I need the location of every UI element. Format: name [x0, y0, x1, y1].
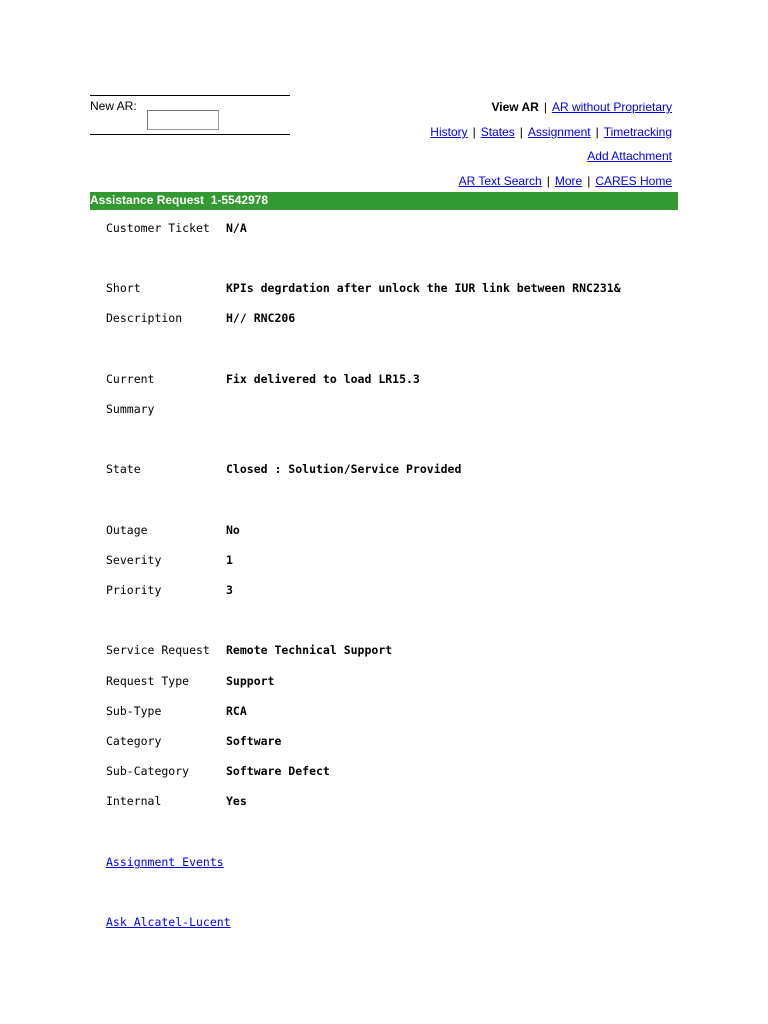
divider-bottom [90, 134, 290, 135]
nav-separator: | [472, 125, 476, 139]
ar-without-proprietary-link[interactable]: AR without Proprietary [551, 100, 672, 114]
priority-row [106, 583, 233, 597]
new-ar-box [90, 95, 290, 135]
new-ar-input[interactable] [147, 110, 219, 130]
nav-separator: | [519, 125, 523, 139]
sub-category-label: Sub-Category [106, 764, 190, 778]
outage-label: Outage [106, 523, 148, 537]
history-link[interactable]: History [430, 125, 468, 139]
add-attachment-link[interactable]: Add Attachment [587, 149, 672, 163]
timetracking-link[interactable]: Timetracking [603, 125, 672, 139]
current-summary-row-1 [106, 372, 420, 386]
current-summary-label-2: Summary [106, 402, 155, 416]
nav-row-4 [459, 174, 672, 188]
severity-row [106, 553, 233, 567]
severity-value: 1 [226, 553, 233, 567]
category-label: Category [106, 734, 162, 748]
state-label: State [106, 462, 141, 476]
states-link[interactable]: States [480, 125, 515, 139]
divider-top [90, 95, 290, 96]
ask-alcatel-lucent-link[interactable]: Ask Alcatel-Lucent [106, 915, 231, 929]
banner-title: Assistance Request 1-5542978 [90, 193, 269, 207]
category-value: Software [226, 734, 282, 748]
outage-value: No [226, 523, 240, 537]
service-request-label: Service Request [106, 643, 210, 657]
request-type-value: Support [226, 674, 275, 688]
nav-separator: | [595, 125, 599, 139]
internal-row [106, 794, 247, 808]
customer-ticket-value: N/A [226, 221, 247, 235]
sub-type-value: RCA [226, 704, 247, 718]
sub-category-row [106, 764, 330, 778]
nav-row-3 [587, 149, 672, 163]
customer-ticket-label: Customer Ticket [106, 221, 210, 235]
service-request-row [106, 643, 392, 657]
assignment-link[interactable]: Assignment [527, 125, 591, 139]
sub-category-value: Software Defect [226, 764, 330, 778]
state-value: Closed : Solution/Service Provided [226, 462, 462, 476]
ar-text-search-link[interactable]: AR Text Search [458, 174, 542, 188]
nav-row-2 [430, 125, 672, 139]
priority-label: Priority [106, 583, 162, 597]
category-row [106, 734, 281, 748]
customer-ticket-row [106, 221, 247, 235]
request-type-label: Request Type [106, 674, 190, 688]
short-description-row-2 [106, 311, 295, 325]
sub-type-row [106, 704, 247, 718]
short-description-value-1: KPIs degrdation after unlock the IUR link between RNC231& [226, 281, 621, 295]
service-request-value: Remote Technical Support [226, 643, 393, 657]
nav-row-1 [491, 100, 672, 114]
view-ar-current: View AR [491, 100, 539, 114]
sub-type-label: Sub-Type [106, 704, 162, 718]
severity-label: Severity [106, 553, 162, 567]
short-description-label-2: Description [106, 311, 183, 325]
short-description-row-1 [106, 281, 621, 295]
assistance-request-banner [90, 192, 678, 210]
request-type-row [106, 674, 274, 688]
current-summary-value: Fix delivered to load LR15.3 [226, 372, 420, 386]
assignment-events-link[interactable]: Assignment Events [106, 855, 224, 869]
internal-label: Internal [106, 794, 162, 808]
outage-row [106, 523, 240, 537]
cares-home-link[interactable]: CARES Home [595, 174, 672, 188]
nav-separator: | [587, 174, 591, 188]
short-description-label-1: Short [106, 281, 141, 295]
current-summary-label-1: Current [106, 372, 155, 386]
short-description-value-2: H// RNC206 [226, 311, 296, 325]
priority-value: 3 [226, 583, 233, 597]
more-link[interactable]: More [554, 174, 583, 188]
internal-value: Yes [226, 794, 247, 808]
nav-separator: | [546, 174, 550, 188]
state-row [106, 462, 461, 476]
nav-separator: | [543, 100, 547, 114]
new-ar-label: New AR: [90, 99, 137, 113]
current-summary-row-2 [106, 402, 226, 416]
